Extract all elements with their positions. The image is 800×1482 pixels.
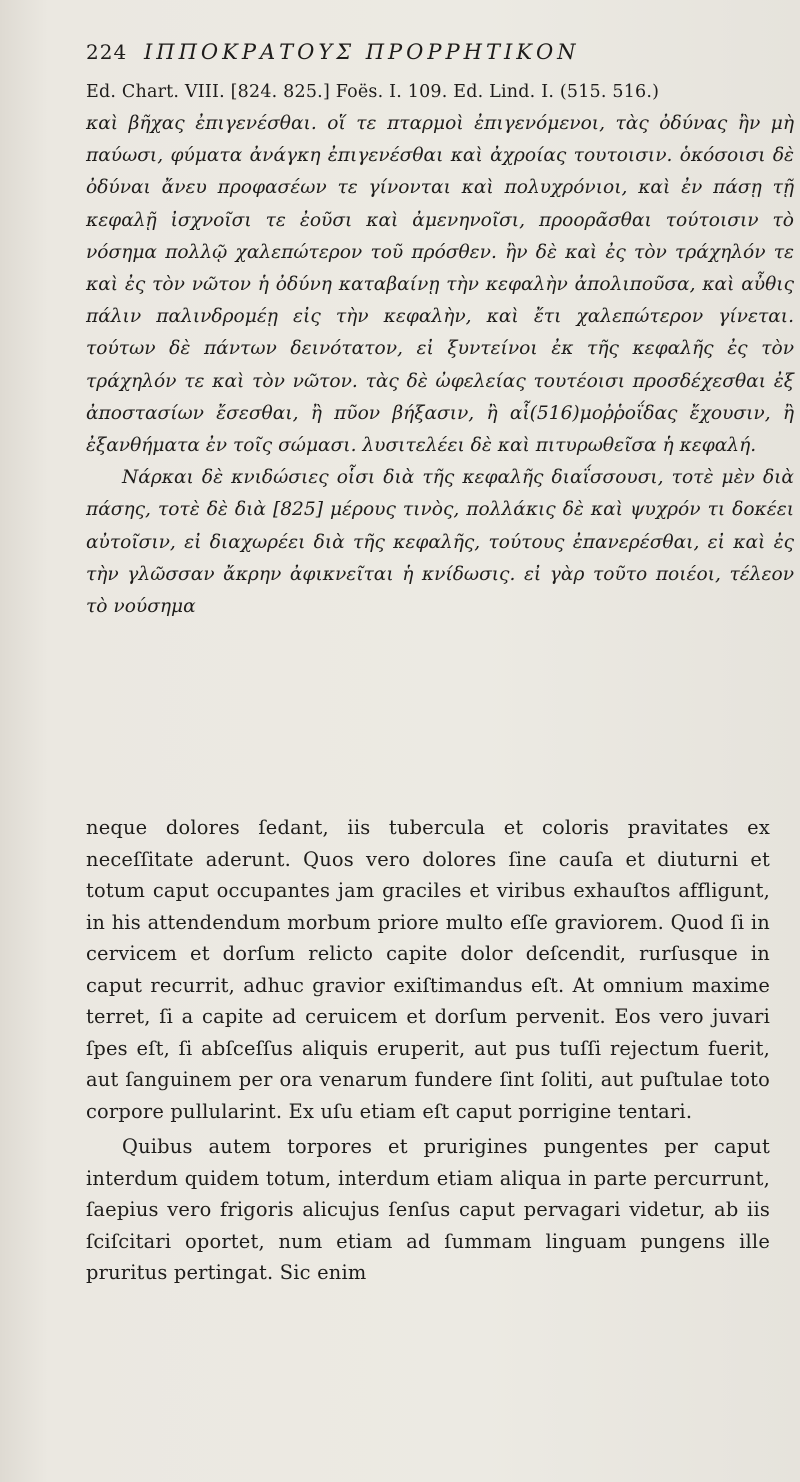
page-header [86,40,786,76]
greek-paragraph: Νάρκαι δὲ κνιδώσιες οἷσι διὰ τῆς κεφαλῆς διαΐσσουσι, τοτὲ μὲν διὰ πάσης, τοτὲ δὲ διὰ [825] μέρους τινὸς, πολλάκις δὲ καὶ ψυχρόν τι δοκέει αὐτοῖσιν, εἰ διαχωρέει διὰ τῆς κεφαλῆς, τούτους ἐπανερέσθαι, εἰ καὶ ἐς τὴν γλῶσσαν ἄκρην ἀφικνεῖται ἡ κνίδωσις. εἰ γὰρ τοῦτο ποιέοι, τέλεον τὸ νούσημα [86,467,794,618]
latin-paragraph: neque dolores ſedant, iis tubercula et coloris pravitates ex neceſſitate aderunt. Quos vero dolores ſine cauſa et diuturni et totum caput occupantes jam graciles et viribus exhauſtos affligunt, in his attendendum morbum priore multo eſſe graviorem. Quod ſi in cervicem et dorſum relicto capite dolor deſcendit, rurſusque in caput recurrit, adhuc gravior exiſtimandus eſt. At omnium maxime terret, ſi a capite ad ceruicem et dorſum pervenit. Eos vero juvari ſpes eſt, ſi abſceſſus aliquis eruperit, aut pus tuſſi rejectum fuerit, aut ſanguinem per ora venarum fundere ſint ſoliti, aut puſtulae toto corpore pullularint. Ex uſu etiam eſt caput porrigine tentari. [86,816,770,1123]
edition-reference-line: Ed. Chart. VIII. [824. 825.] Foës. I. 109. Ed. Lind. I. (515. 516.) [86,82,660,102]
page-number: 224 [86,40,128,64]
greek-text-block [86,108,794,623]
running-title: ΙΠΠΟΚΡΑΤΟΥΣ ΠΡΟΡΡΗΤΙΚΟΝ [144,40,580,64]
greek-paragraph: καὶ βῆχας ἐπιγενέσθαι. οἵ τε πταρμοὶ ἐπιγενόμενοι, τὰς ὀδύνας ἢν μὴ παύωσι, φύματα ἀνάγκη ἐπιγενέσθαι καὶ ἀχροίας τουτοισιν. ὁκόσοισι δὲ ὀδύναι ἄνευ προφασέων τε γίνονται καὶ πολυχρόνιοι, καὶ ἐν πάσῃ τῇ κεφαλῇ ἰσχνοῖσι τε ἐοῦσι καὶ ἀμενηνοῖσι, προορᾶσθαι τούτοισιν τὸ νόσημα πολλῷ χαλεπώτερον τοῦ πρόσθεν. ἢν δὲ καὶ ἐς τὸν τράχηλόν τε καὶ ἐς τὸν νῶτον ἡ ὀδύνη καταβαίνῃ τὴν κεφαλὴν ἀπολιποῦσα, καὶ αὖθις πάλιν παλινδρομέῃ εἰς τὴν κεφαλὴν, καὶ ἔτι χαλεπώτερον γίνεται. τούτων δὲ πάντων δεινότατον, εἰ ξυντείνοι ἐκ τῆς κεφαλῆς ἐς τὸν τράχηλόν τε καὶ τὸν νῶτον. τὰς δὲ ὠφελείας τουτέοισι προσδέχεσθαι ἐξ ἀποστασίων ἔσεσθαι, ἢ πῦον βήξασιν, ἢ αἷ(516)μοῤῥοΐδας ἔχουσιν, ἢ ἐξανθήματα ἐν τοῖς σώμασι. λυσιτελέει δὲ καὶ πιτυρωθεῖσα ἡ κεφαλή. [86,113,794,457]
latin-paragraph: Quibus autem torpores et prurigines pungentes per caput interdum quidem totum, interdum etiam aliqua in parte percurrunt, ſaepius vero frigoris alicujus ſenſus caput pervagari videtur, ab iis ſciſcitari oportet, num etiam ad ſummam linguam pungens ille pruritus pertingat. Sic enim [86,1135,770,1284]
latin-text-block [86,812,770,1289]
